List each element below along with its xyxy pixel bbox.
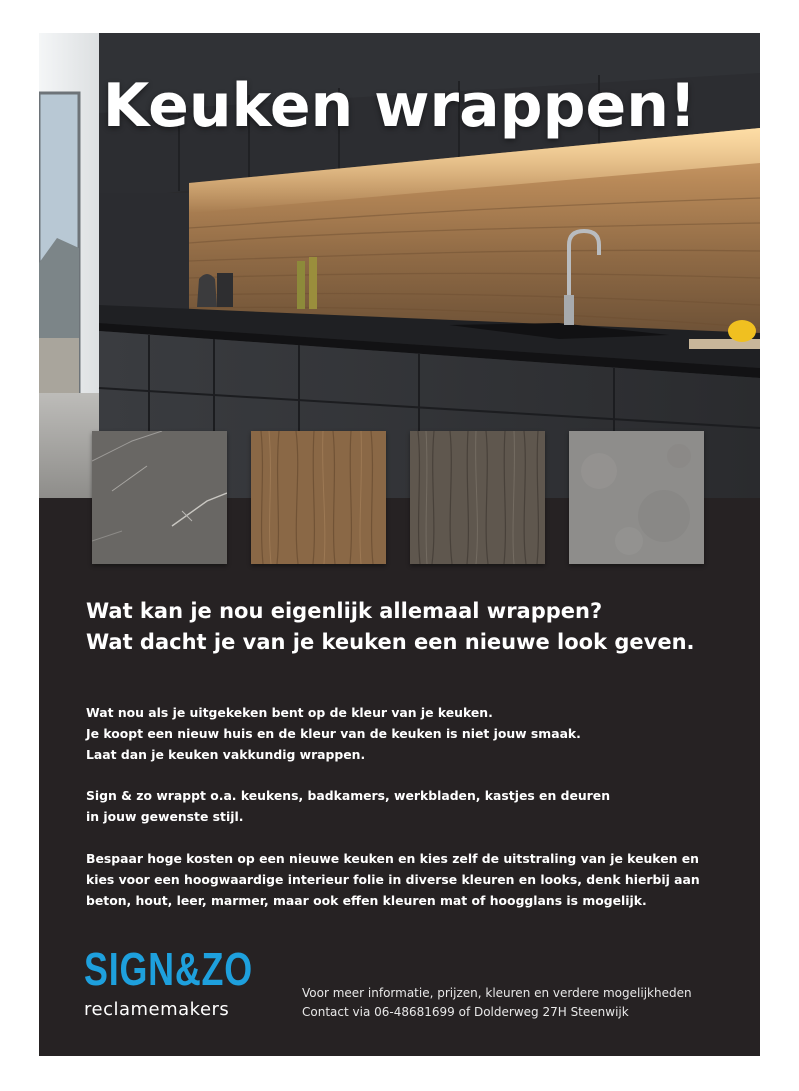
paragraph-line: Je koopt een nieuw huis en de kleur van de keuken is niet jouw smaak.	[86, 726, 581, 741]
paragraph-line: Sign & zo wrappt o.a. keukens, badkamers, werkbladen, kastjes en deuren	[86, 788, 611, 803]
page-title: Keuken wrappen!	[102, 71, 697, 141]
paragraph-line: Wat nou als je uitgekeken bent op de kleur van je keuken.	[86, 705, 493, 720]
dark-wood-texture-swatch	[410, 431, 545, 564]
kitchen-photo	[39, 33, 760, 498]
paragraph-line: kies voor een hoogwaardige interieur folie in diverse kleuren en looks, denk hierbij aan	[86, 872, 700, 887]
paragraph-benefits	[86, 848, 746, 911]
paragraph-intro	[86, 702, 746, 765]
headline-line: Wat kan je nou eigenlijk allemaal wrappen?	[86, 599, 603, 623]
paragraph-line: Bespaar hoge kosten op een nieuwe keuken en kies zelf de uitstraling van je keuken en	[86, 851, 699, 866]
company-logo	[84, 943, 259, 1023]
concrete-texture-swatch	[569, 431, 704, 564]
marble-texture-swatch	[92, 431, 227, 564]
contact-line: Contact via 06-48681699 of Dolderweg 27H Steenwijk	[302, 1005, 629, 1019]
paragraph-line: beton, hout, leer, marmer, maar ook effen kleuren mat of hoogglans is mogelijk.	[86, 893, 647, 908]
headline-line: Wat dacht je van je keuken een nieuwe look geven.	[86, 630, 695, 654]
paragraph-services	[86, 785, 746, 827]
logo-tagline: reclamemakers	[84, 999, 230, 1020]
paragraph-line: in jouw gewenste stijl.	[86, 809, 244, 824]
flyer	[39, 33, 760, 1056]
contact-info	[302, 984, 742, 1022]
light-wood-texture-swatch	[251, 431, 386, 564]
logo-wordmark: SIGN&ZO	[84, 943, 253, 995]
contact-line: Voor meer informatie, prijzen, kleuren en verdere mogelijkheden	[302, 986, 692, 1000]
paragraph-line: Laat dan je keuken vakkundig wrappen.	[86, 747, 366, 762]
headline	[86, 596, 746, 658]
